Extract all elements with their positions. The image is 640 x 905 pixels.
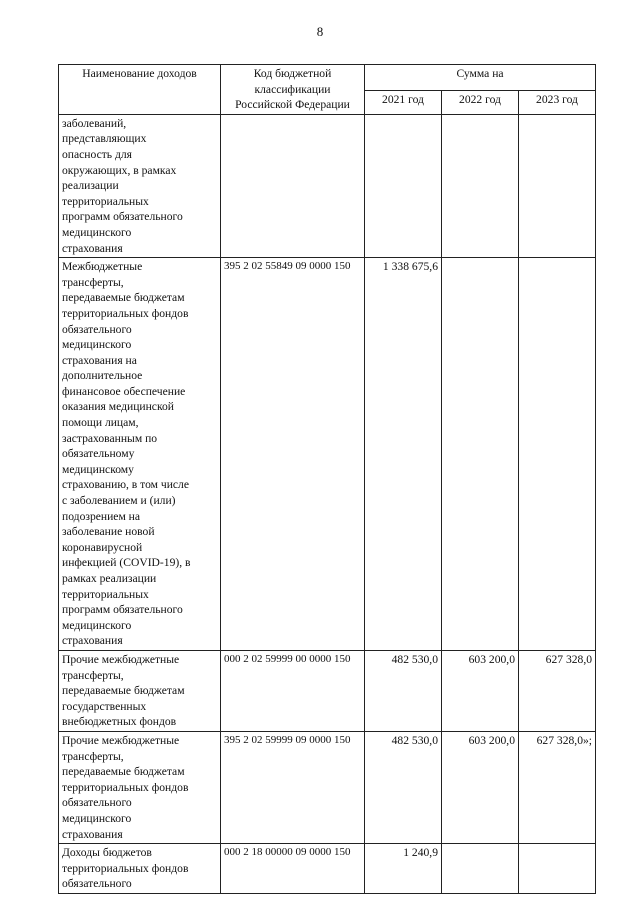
- revenue-name-line: передаваемые бюджетам: [62, 684, 185, 698]
- revenue-name-line: трансферты,: [62, 275, 124, 289]
- revenue-name-line: окружающих, в рамках: [62, 163, 177, 177]
- budget-code-cell: 000 2 02 59999 00 0000 150: [221, 650, 365, 731]
- revenue-name-line: медицинскому: [62, 462, 134, 476]
- table-body: [59, 114, 596, 893]
- header-budget-code: [221, 65, 365, 115]
- amount-2022-cell: [442, 258, 519, 651]
- amount-2022-cell: [442, 114, 519, 257]
- revenue-name-line: передаваемые бюджетам: [62, 291, 185, 305]
- revenue-name-line: обязательного: [62, 877, 132, 891]
- revenue-name-cell: [59, 114, 221, 257]
- header-code-line: Код бюджетной: [253, 67, 332, 80]
- amount-2022-cell: [442, 844, 519, 894]
- revenue-name-line: медицинского: [62, 338, 132, 352]
- amount-2021-cell: 482 530,0: [365, 650, 442, 731]
- revenue-name-line: территориальных фондов: [62, 306, 189, 320]
- revenue-name-line: заболеваний,: [62, 116, 127, 130]
- revenue-name-line: застрахованным по: [62, 431, 158, 445]
- revenue-name-line: территориальных фондов: [62, 780, 189, 794]
- amount-2021-cell: [365, 114, 442, 257]
- revenue-name-line: финансовое обеспечение: [62, 384, 186, 398]
- revenue-name-cell: [59, 731, 221, 843]
- revenue-name-cell: [59, 650, 221, 731]
- revenue-name-line: территориальных: [62, 587, 149, 601]
- budget-code-cell: 395 2 02 59999 09 0000 150: [221, 731, 365, 843]
- revenue-name-line: Доходы бюджетов: [62, 846, 152, 860]
- amount-2021-cell: 482 530,0: [365, 731, 442, 843]
- revenue-name-line: дополнительное: [62, 369, 143, 383]
- revenue-name-line: страхованию, в том числе: [62, 478, 189, 492]
- revenue-name-line: территориальных: [62, 194, 149, 208]
- revenue-name-line: опасность для: [62, 147, 132, 161]
- header-year-2021: 2021 год: [365, 90, 442, 114]
- table-row: [59, 844, 596, 894]
- revenue-name-line: страхования: [62, 634, 123, 648]
- revenue-name-line: рамках реализации: [62, 572, 157, 585]
- budget-code-cell: 000 2 18 00000 09 0000 150: [221, 844, 365, 894]
- revenue-name-line: страхования: [62, 827, 123, 841]
- amount-2022-cell: 603 200,0: [442, 731, 519, 843]
- revenue-name-line: с заболеванием и (или): [62, 494, 176, 508]
- header-revenue-name: Наименование доходов: [59, 65, 221, 115]
- revenue-name-line: государственных: [62, 699, 147, 713]
- amount-2023-cell: [519, 114, 596, 257]
- revenue-name-line: Прочие межбюджетные: [62, 652, 180, 666]
- header-year-2023: 2023 год: [519, 90, 596, 114]
- revenue-table: [58, 64, 596, 894]
- amount-2023-cell: [519, 258, 596, 651]
- amount-2022-cell: 603 200,0: [442, 650, 519, 731]
- revenue-name-line: территориальных фондов: [62, 861, 189, 875]
- revenue-name-line: программ обязательного: [62, 603, 183, 617]
- budget-code-cell: 395 2 02 55849 09 0000 150: [221, 258, 365, 651]
- revenue-name-line: подозрением на: [62, 509, 141, 523]
- header-amount: Сумма на: [365, 65, 596, 91]
- table-row: [59, 650, 596, 731]
- revenue-name-line: трансферты,: [62, 668, 124, 682]
- revenue-name-line: медицинского: [62, 811, 132, 825]
- revenue-name-line: страхования на: [62, 353, 137, 367]
- revenue-name-line: обязательному: [62, 447, 135, 461]
- revenue-name-line: помощи лицам,: [62, 416, 139, 430]
- revenue-name-cell: [59, 844, 221, 894]
- revenue-name-line: передаваемые бюджетам: [62, 765, 185, 779]
- revenue-name-line: реализации: [62, 179, 119, 193]
- revenue-name-line: Межбюджетные: [62, 260, 143, 274]
- revenue-name-line: коронавирусной: [62, 540, 143, 554]
- table-row: [59, 114, 596, 257]
- header-code-line: Российской Федерации: [235, 98, 350, 112]
- revenue-name-cell: [59, 258, 221, 651]
- header-year-2022: 2022 год: [442, 90, 519, 114]
- amount-2021-cell: 1 338 675,6: [365, 258, 442, 651]
- revenue-name-line: инфекцией (COVID-19), в: [62, 556, 191, 570]
- budget-code-cell: [221, 114, 365, 257]
- revenue-name-line: заболевание новой: [62, 525, 155, 539]
- revenue-name-line: страхования: [62, 241, 123, 255]
- page-number: 8: [316, 24, 324, 39]
- amount-2023-cell: 627 328,0: [519, 650, 596, 731]
- revenue-name-line: обязательного: [62, 796, 132, 810]
- amount-2023-cell: 627 328,0»;: [519, 731, 596, 843]
- amount-2023-cell: [519, 844, 596, 894]
- revenue-name-line: трансферты,: [62, 749, 124, 763]
- revenue-name-line: медицинского: [62, 225, 132, 239]
- revenue-name-line: обязательного: [62, 322, 132, 336]
- revenue-name-line: оказания медицинской: [62, 400, 175, 414]
- revenue-name-line: внебюджетных фондов: [62, 715, 177, 729]
- amount-2021-cell: 1 240,9: [365, 844, 442, 894]
- table-row: [59, 258, 596, 651]
- table-row: [59, 731, 596, 843]
- revenue-name-line: Прочие межбюджетные: [62, 733, 180, 747]
- revenue-name-line: представляющих: [62, 132, 147, 146]
- header-code-line: классификации: [254, 82, 331, 96]
- revenue-name-line: медицинского: [62, 618, 132, 632]
- revenue-name-line: программ обязательного: [62, 210, 183, 224]
